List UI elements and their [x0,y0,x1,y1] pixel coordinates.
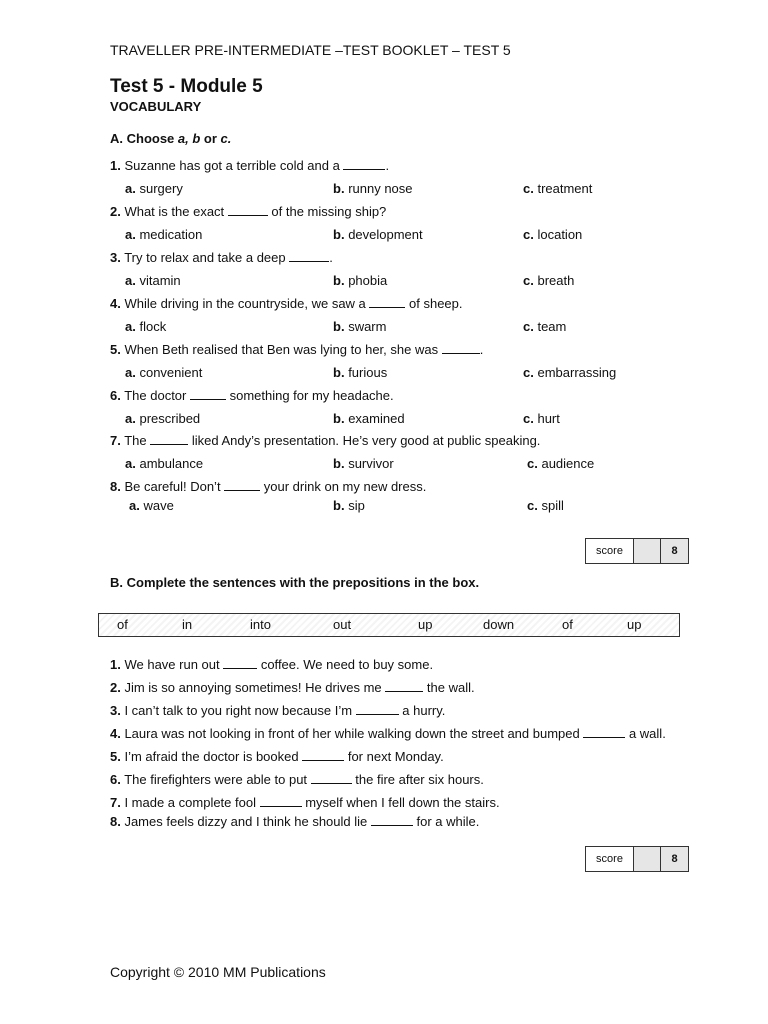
sentence-text: I’m afraid the doctor is booked [120,749,303,764]
question-6 [110,388,394,403]
option-text: sip [348,498,365,513]
option-b[interactable] [333,411,405,426]
sentence-text-end: the wall. [423,680,475,695]
question-number: 6. [110,388,121,403]
question-text: What is the exact [120,204,228,219]
question-number: 5. [110,342,121,357]
option-text: breath [537,273,575,288]
question-text-end: . [385,158,390,173]
option-a[interactable] [125,411,200,426]
question-text-end: . [479,342,484,357]
sentence-7 [110,795,500,810]
sentence-text-end: myself when I fell down the stairs. [301,795,500,810]
box-word: in [182,617,193,632]
question-8 [110,479,426,494]
test-title: Test 5 - Module 5 [110,76,263,97]
score-max: 8 [661,539,688,563]
instr-mid: or [200,131,221,146]
question-4 [110,296,463,311]
sentence-text: I made a complete fool [120,795,260,810]
option-text: examined [348,411,405,426]
answer-gap[interactable] [302,750,344,761]
option-letter: a. [125,227,136,242]
sentence-text-end: coffee. We need to buy some. [257,657,434,672]
sentence-5 [110,749,444,764]
option-b[interactable] [333,498,365,513]
answer-gap[interactable] [260,796,302,807]
question-text: Suzanne has got a terrible cold and a [120,158,344,173]
question-number: 7. [110,433,121,448]
score-input[interactable] [634,847,661,871]
option-b[interactable] [333,181,413,196]
question-text: The [120,433,151,448]
score-box-b [585,846,689,872]
option-c[interactable] [523,411,560,426]
answer-gap[interactable] [442,343,480,354]
question-5 [110,342,483,357]
answer-gap[interactable] [223,658,257,669]
score-input[interactable] [634,539,661,563]
answer-gap[interactable] [311,773,352,784]
option-c[interactable] [523,273,574,288]
option-b[interactable] [333,227,423,242]
question-1 [110,158,389,173]
option-a[interactable] [125,365,202,380]
sentence-3 [110,703,445,718]
question-number: 4. [110,296,121,311]
sentence-1 [110,657,433,672]
answer-gap[interactable] [356,704,399,715]
option-text: medication [139,227,203,242]
option-text: surgery [139,181,183,196]
sentence-text-end: the fire after six hours. [351,772,484,787]
option-b[interactable] [333,456,394,471]
option-letter: a. [125,456,136,471]
option-a[interactable] [125,273,181,288]
option-letter: c. [523,181,534,196]
sentence-text-end: for next Monday. [344,749,444,764]
sentence-number: 3. [110,703,121,718]
option-c[interactable] [523,181,592,196]
option-text: swarm [348,319,387,334]
score-label: score [586,539,634,563]
sentence-number: 2. [110,680,121,695]
option-letter: c. [523,273,534,288]
option-letter: b. [333,227,345,242]
question-number: 8. [110,479,121,494]
instr-italic: a, b [177,131,201,146]
option-letter: c. [527,456,538,471]
option-a[interactable] [125,227,202,242]
question-text-end: your drink on my new dress. [260,479,427,494]
option-text: phobia [348,273,388,288]
sentence-text: I can’t talk to you right now because I’m [120,703,356,718]
option-a[interactable] [125,456,203,471]
answer-gap[interactable] [583,727,625,738]
option-text: development [348,227,423,242]
option-text: runny nose [348,181,413,196]
sentence-number: 4. [110,726,121,741]
option-letter: c. [527,498,538,513]
question-text-end: liked Andy’s presentation. He’s very good at public speaking. [188,433,541,448]
option-text: hurt [537,411,560,426]
question-text: Try to relax and take a deep [120,250,290,265]
option-letter: a. [125,411,136,426]
sentence-number: 6. [110,772,121,787]
box-word: into [250,617,271,632]
option-b[interactable] [333,365,387,380]
option-text: wave [143,498,174,513]
option-letter: a. [125,181,136,196]
sentence-text: We have run out [120,657,224,672]
answer-gap[interactable] [224,480,260,491]
option-letter: b. [333,319,345,334]
question-text-end: of sheep. [405,296,463,311]
option-letter: c. [523,227,534,242]
option-letter: b. [333,456,345,471]
sentence-text: The firefighters were able to put [120,772,311,787]
instr-italic-2: c. [220,131,232,146]
option-text: convenient [139,365,203,380]
answer-gap[interactable] [150,434,188,445]
sentence-8 [110,814,479,829]
question-text-end: of the missing ship? [267,204,387,219]
sentence-text-end: for a while. [412,814,480,829]
copyright-footer: Copyright © 2010 MM Publications [110,964,326,980]
question-number: 3. [110,250,121,265]
sentence-number: 1. [110,657,121,672]
sentence-number: 7. [110,795,121,810]
sentence-number: 8. [110,814,121,829]
sentence-text: James feels dizzy and I think he should lie [120,814,371,829]
sentence-text: Jim is so annoying sometimes! He drives me [120,680,386,695]
answer-gap[interactable] [369,297,405,308]
option-b[interactable] [333,273,387,288]
option-letter: b. [333,411,345,426]
section-b-instruction: B. Complete the sentences with the prepositions in the box. [110,575,480,590]
option-c[interactable] [527,498,564,513]
question-number: 2. [110,204,121,219]
sentence-text-end: a hurry. [398,703,446,718]
option-letter: b. [333,365,345,380]
option-a[interactable] [129,498,174,513]
score-box-a [585,538,689,564]
option-letter: c. [523,411,534,426]
question-text: When Beth realised that Ben was lying to her, she was [120,342,442,357]
sentence-6 [110,772,484,787]
option-text: ambulance [139,456,204,471]
option-letter: a. [125,365,136,380]
sentence-2 [110,680,475,695]
sentence-text: Laura was not looking in front of her while walking down the street and bumped [120,726,584,741]
option-letter: a. [125,319,136,334]
option-text: survivor [348,456,394,471]
option-text: spill [541,498,564,513]
option-text: team [537,319,567,334]
option-text: audience [541,456,595,471]
box-word: down [483,617,515,632]
option-letter: c. [523,319,534,334]
option-letter: a. [129,498,140,513]
answer-gap[interactable] [228,205,268,216]
option-a[interactable] [125,181,183,196]
sentence-number: 5. [110,749,121,764]
score-max: 8 [661,847,688,871]
question-text: While driving in the countryside, we saw a [120,296,370,311]
question-text: The doctor [120,388,190,403]
option-text: prescribed [139,411,201,426]
box-word: out [333,617,352,632]
instr-prefix: A. Choose [110,131,178,146]
option-c[interactable] [523,319,566,334]
preposition-box [98,613,680,637]
answer-gap[interactable] [385,681,423,692]
option-letter: b. [333,181,345,196]
question-number: 1. [110,158,121,173]
option-c[interactable] [523,365,616,380]
sentence-4 [110,726,666,741]
option-letter: b. [333,273,345,288]
option-text: location [537,227,583,242]
section-a-instruction [110,131,231,146]
section-heading-vocabulary: VOCABULARY [110,99,202,114]
score-label: score [586,847,634,871]
answer-gap[interactable] [343,159,385,170]
option-letter: a. [125,273,136,288]
option-text: embarrassing [537,365,617,380]
option-text: treatment [537,181,593,196]
box-word: up [627,617,642,632]
question-text: Be careful! Don’t [120,479,225,494]
answer-gap[interactable] [289,251,329,262]
option-c[interactable] [527,456,594,471]
question-text-end: . [329,250,333,265]
question-2 [110,204,386,219]
option-text: flock [139,319,167,334]
box-word: of [117,617,128,632]
option-text: furious [348,365,388,380]
option-letter: b. [333,498,345,513]
question-text-end: something for my headache. [225,388,394,403]
option-letter: c. [523,365,534,380]
question-7 [110,433,540,448]
option-text: vitamin [139,273,181,288]
booklet-header: TRAVELLER PRE-INTERMEDIATE –TEST BOOKLET – TEST 5 [110,42,511,58]
box-word: up [418,617,433,632]
box-word: of [562,617,573,632]
answer-gap[interactable] [371,815,413,826]
question-3 [110,250,333,265]
option-b[interactable] [333,319,386,334]
option-c[interactable] [523,227,582,242]
sentence-text-end: a wall. [625,726,666,741]
answer-gap[interactable] [190,389,226,400]
option-a[interactable] [125,319,166,334]
